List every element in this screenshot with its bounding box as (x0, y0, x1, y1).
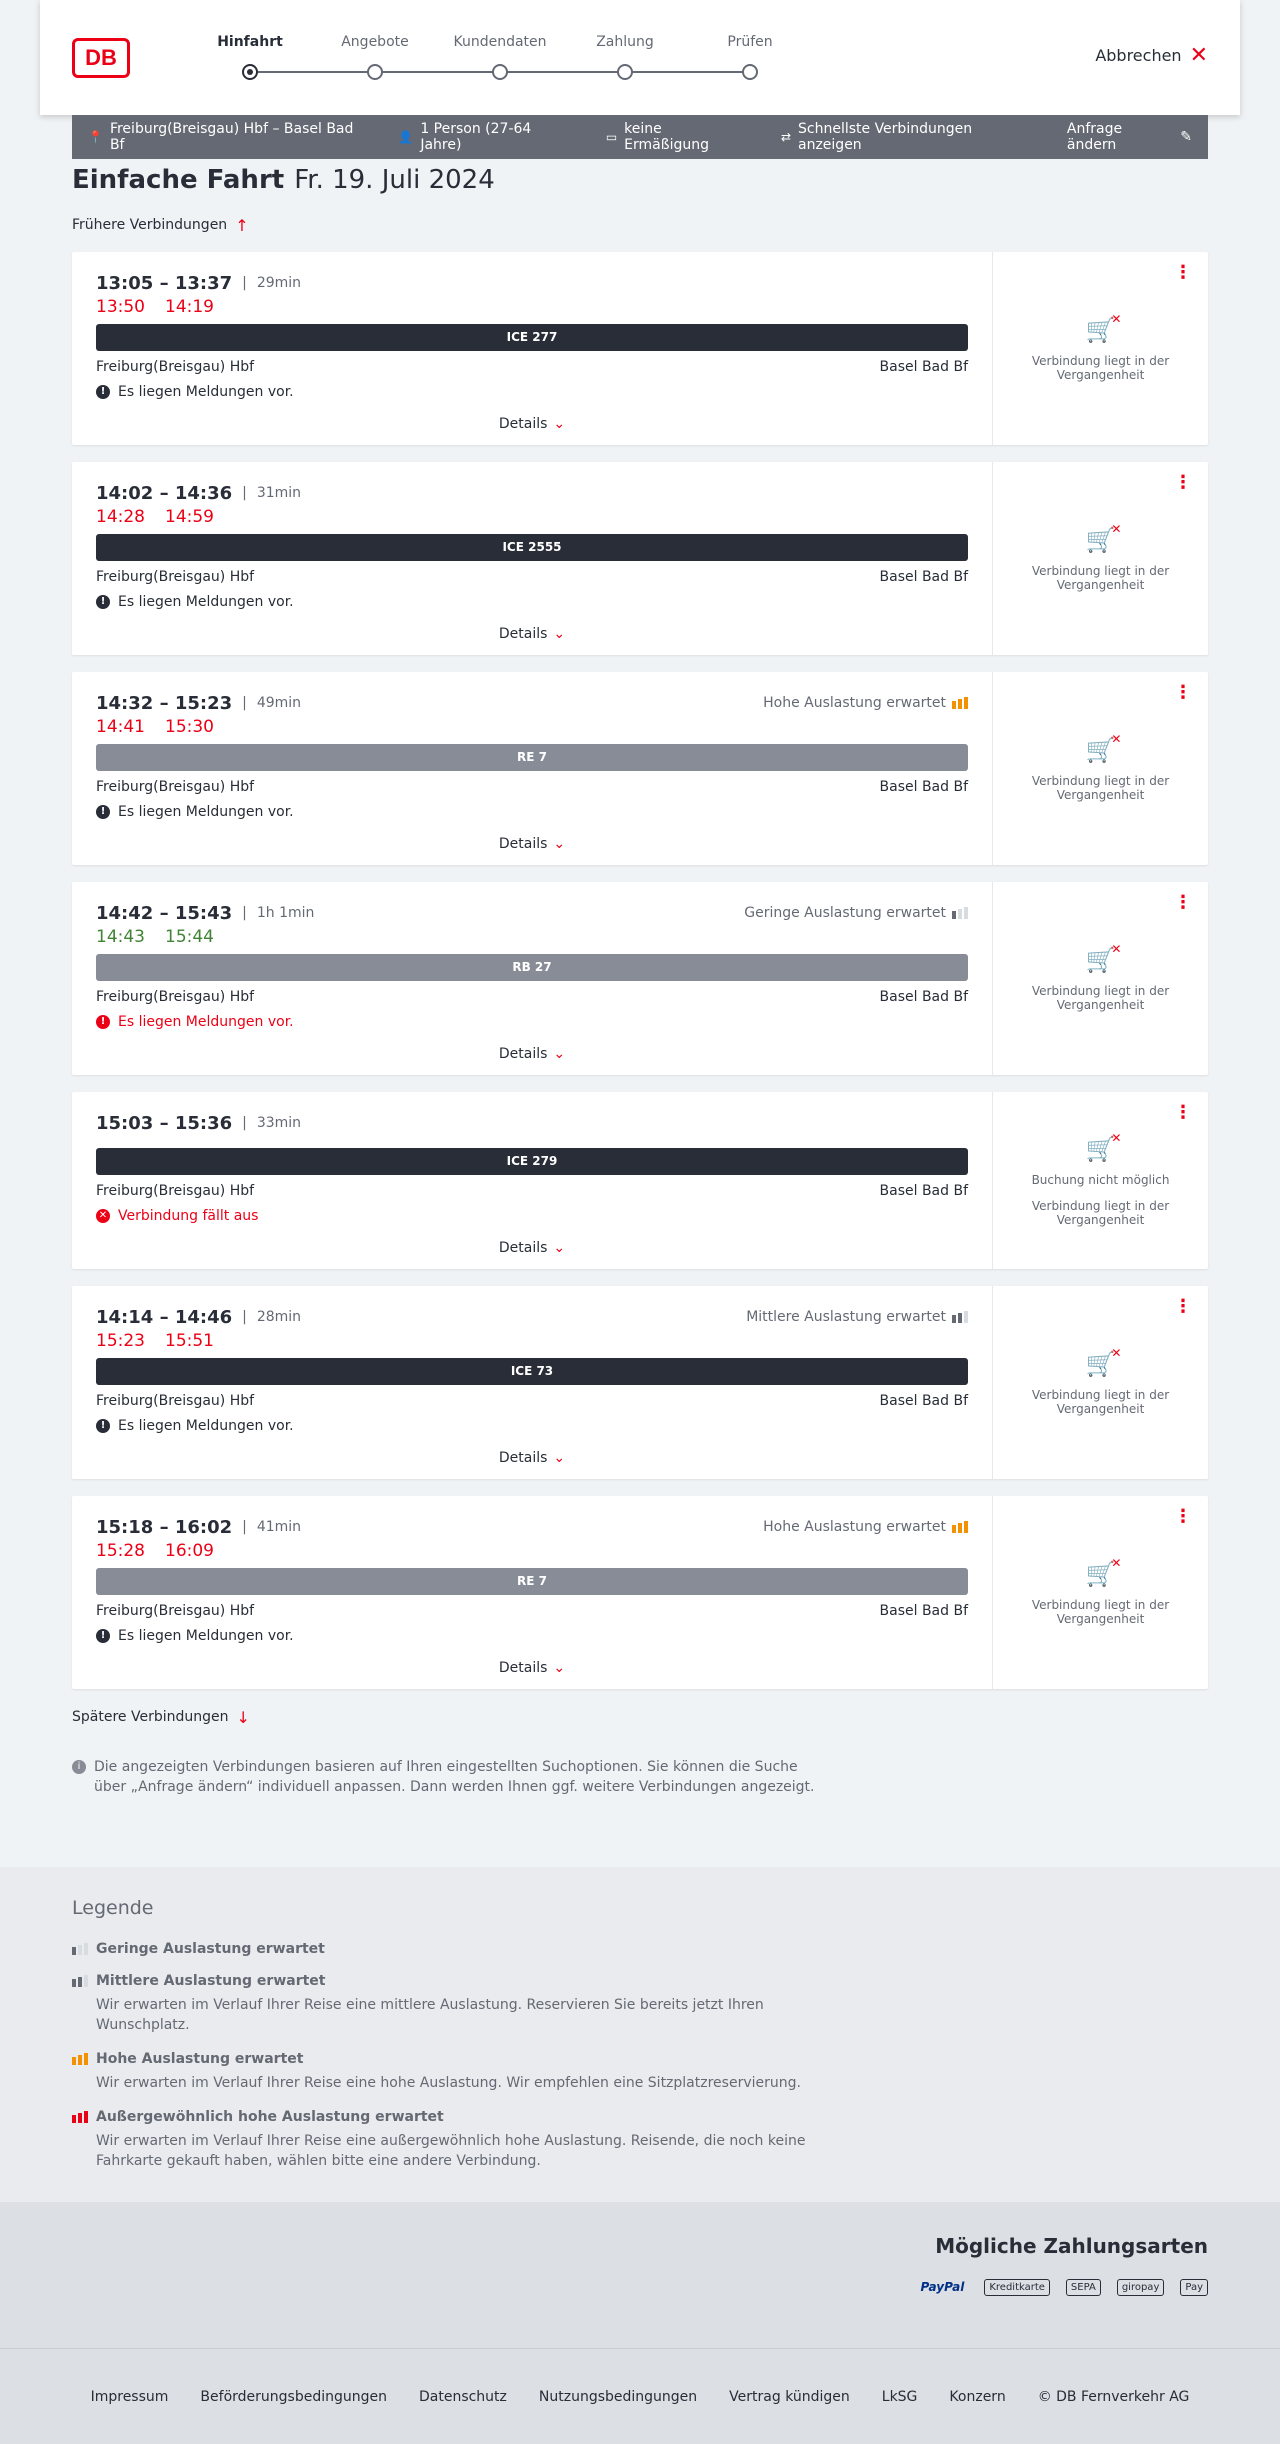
cancel-label: Abbrechen (1095, 46, 1182, 65)
train-bar: RE 7 (96, 744, 968, 771)
alert-circle-icon: ! (96, 805, 110, 819)
pencil-icon: ✎ (1180, 129, 1192, 145)
notice-text: Es liegen Meldungen vor. (118, 1418, 294, 1434)
step-zahlung (565, 34, 685, 80)
destination-station: Basel Bad Bf (879, 1603, 968, 1619)
realtime-times (96, 924, 968, 950)
planned-times: 13:05 – 13:37 (96, 272, 233, 294)
legend (0, 1867, 1280, 2202)
cart-x-icon: ✕ (1111, 1555, 1122, 1570)
arrow-down-icon: ↓ (236, 1707, 250, 1727)
legend-item (72, 2109, 1208, 2171)
chevron-down-icon: ⌄ (553, 836, 566, 852)
cart-icon: 🛒 ✕ (1085, 1555, 1122, 1588)
load-info (746, 1309, 968, 1325)
credit-card-logo: Kreditkarte (984, 2279, 1050, 2296)
cart-x-icon: ✕ (1111, 311, 1122, 326)
planned-times: 14:14 – 14:46 (96, 1306, 233, 1328)
later-label: Spätere Verbindungen (72, 1709, 229, 1725)
notice (96, 1625, 968, 1647)
details-toggle[interactable] (96, 613, 968, 655)
title-date: Fr. 19. Juli 2024 (294, 165, 495, 195)
step-label: Hinfahrt (217, 34, 283, 50)
footer-link-nutzung[interactable]: Nutzungsbedingungen (538, 2388, 698, 2405)
chevron-down-icon: ⌄ (553, 626, 566, 642)
load-indicator-icon (952, 1521, 968, 1533)
booking-panel (993, 672, 1208, 865)
footer (0, 2348, 1280, 2444)
cart-icon: 🛒 ✕ (1085, 1130, 1122, 1163)
duration: 49min (256, 695, 302, 711)
payment-section (0, 2202, 1280, 2348)
duration: 28min (256, 1309, 302, 1325)
legend-item (72, 1973, 1208, 2035)
realtime-times (96, 504, 968, 530)
load-indicator-icon (72, 1943, 88, 1955)
more-options-icon[interactable]: ⋮ (1174, 262, 1192, 283)
alert-circle-icon: ! (96, 1419, 110, 1433)
connection-status: Verbindung liegt in der Vergangenheit (1031, 1597, 1170, 1626)
duration: 1h 1min (256, 905, 315, 921)
giropay-logo: giropay (1117, 2279, 1165, 2296)
notice (96, 1205, 968, 1227)
step-label: Zahlung (596, 34, 654, 50)
origin-station: Freiburg(Breisgau) Hbf (96, 989, 255, 1005)
step-kundendaten (440, 34, 560, 80)
legend-item (72, 1941, 1208, 1957)
origin-station: Freiburg(Breisgau) Hbf (96, 359, 255, 375)
close-icon: ✕ (1189, 42, 1208, 68)
separator: | (242, 1519, 247, 1535)
details-label: Details (498, 1240, 548, 1256)
footer-link-impressum[interactable]: Impressum (90, 2388, 169, 2405)
load-indicator-icon (72, 2111, 88, 2123)
separator: | (242, 1309, 247, 1325)
connection-info (72, 1496, 993, 1689)
duration: 31min (256, 485, 302, 501)
step-dot (367, 64, 383, 80)
notice (96, 381, 968, 403)
db-logo[interactable]: DB (72, 38, 130, 78)
train-bar: ICE 277 (96, 324, 968, 351)
load-indicator-icon (952, 697, 968, 709)
chevron-down-icon: ⌄ (553, 416, 566, 432)
query-persons: 1 Person (27-64 Jahre) (420, 121, 532, 153)
later-connections-button[interactable] (72, 1707, 1208, 1727)
connection-status: Verbindung liegt in der Vergangenheit (1031, 563, 1170, 592)
alert-circle-icon: ! (96, 595, 110, 609)
details-label: Details (498, 836, 548, 852)
destination-station: Basel Bad Bf (879, 1393, 968, 1409)
separator: | (242, 485, 247, 501)
chevron-down-icon: ⌄ (553, 1450, 566, 1466)
load-info (763, 1519, 968, 1535)
swap-arrows-icon: ⇄ (780, 130, 791, 144)
details-label: Details (498, 1046, 548, 1062)
realtime-arrival: 14:19 (165, 297, 214, 317)
chevron-down-icon: ⌄ (553, 1660, 566, 1676)
connection-status: Verbindung liegt in der Vergangenheit (1031, 1198, 1170, 1227)
realtime-departure: 15:23 (96, 1331, 145, 1351)
connection-card[interactable] (72, 672, 1208, 865)
connection-status: Verbindung liegt in der Vergangenheit (1031, 773, 1170, 802)
details-toggle[interactable] (96, 1647, 968, 1689)
realtime-arrival: 15:44 (165, 927, 214, 947)
origin-station: Freiburg(Breisgau) Hbf (96, 569, 255, 585)
realtime-times (96, 294, 968, 320)
notice (96, 591, 968, 613)
legend-item-title: Außergewöhnlich hohe Auslastung erwartet (96, 2109, 444, 2125)
step-label: Kundendaten (453, 34, 547, 50)
notice-text: Es liegen Meldungen vor. (118, 594, 294, 610)
footer-link-datenschutz[interactable]: Datenschutz (418, 2388, 507, 2405)
load-label: Mittlere Auslastung erwartet (746, 1309, 946, 1325)
payment-logos (917, 2278, 1208, 2296)
notice (96, 1415, 968, 1437)
header (40, 0, 1240, 115)
step-dot (742, 64, 758, 80)
origin-station: Freiburg(Breisgau) Hbf (96, 1603, 255, 1619)
train-bar: ICE 73 (96, 1358, 968, 1385)
booking-panel (993, 252, 1208, 445)
alert-circle-icon: ! (96, 1015, 110, 1029)
progress-steps (210, 34, 810, 84)
realtime-arrival: 15:30 (165, 717, 214, 737)
more-options-icon[interactable]: ⋮ (1174, 1102, 1192, 1123)
alert-circle-icon: ! (96, 385, 110, 399)
bahncard-icon: ▭ (605, 130, 618, 144)
legend-items (72, 1941, 1208, 2171)
cart-icon: 🛒 ✕ (1085, 1345, 1122, 1378)
connection-card[interactable] (72, 1092, 1208, 1269)
legend-item-title: Mittlere Auslastung erwartet (96, 1973, 326, 1989)
step-dot (492, 64, 508, 80)
step-hinfahrt (190, 34, 310, 80)
alert-circle-icon: ! (96, 1629, 110, 1643)
planned-times: 14:32 – 15:23 (96, 692, 233, 714)
cancel-circle-icon: ✕ (96, 1209, 110, 1223)
cart-x-icon: ✕ (1111, 521, 1122, 536)
realtime-departure: 14:28 (96, 507, 145, 527)
realtime-departure: 15:28 (96, 1541, 145, 1561)
planned-times: 14:42 – 15:43 (96, 902, 233, 924)
cart-x-icon: ✕ (1111, 941, 1122, 956)
realtime-departure: 14:43 (96, 927, 145, 947)
step-label: Prüfen (727, 34, 773, 50)
destination-station: Basel Bad Bf (879, 1183, 968, 1199)
realtime-arrival: 15:51 (165, 1331, 214, 1351)
load-indicator-icon (72, 2053, 88, 2065)
footer-copyright: © DB Fernverkehr AG (1037, 2388, 1190, 2405)
connection-card[interactable] (72, 252, 1208, 445)
duration: 41min (256, 1519, 302, 1535)
cart-x-icon: ✕ (1111, 731, 1122, 746)
connection-status: Verbindung liegt in der Vergangenheit (1031, 353, 1170, 382)
realtime-times (96, 1328, 968, 1354)
connection-card[interactable] (72, 1286, 1208, 1479)
train-bar: ICE 279 (96, 1148, 968, 1175)
details-toggle[interactable] (96, 403, 968, 445)
origin-station: Freiburg(Breisgau) Hbf (96, 1183, 255, 1199)
notice-text: Es liegen Meldungen vor. (118, 384, 294, 400)
connection-info (72, 672, 993, 865)
load-label: Geringe Auslastung erwartet (744, 905, 946, 921)
realtime-departure: 13:50 (96, 297, 145, 317)
connection-list (72, 252, 1208, 1689)
legend-item-title: Hohe Auslastung erwartet (96, 2051, 304, 2067)
details-label: Details (498, 1660, 548, 1676)
notice (96, 1011, 968, 1033)
apple-pay-logo: Pay (1180, 2279, 1208, 2296)
notice-text: Es liegen Meldungen vor. (118, 1628, 294, 1644)
query-discount: keine Ermäßigung (624, 121, 709, 153)
booking-status: Buchung nicht möglich (1031, 1172, 1170, 1187)
destination-station: Basel Bad Bf (879, 989, 968, 1005)
info-note (72, 1757, 832, 1797)
step-label: Angebote (341, 34, 409, 50)
earlier-label: Frühere Verbindungen (72, 217, 228, 233)
chevron-down-icon: ⌄ (553, 1046, 566, 1062)
legend-item (72, 2051, 1208, 2093)
train-bar: RB 27 (96, 954, 968, 981)
payment-title: Mögliche Zahlungsarten (935, 2234, 1208, 2258)
notice (96, 801, 968, 823)
step-pruefen (690, 34, 810, 80)
legend-item-title: Geringe Auslastung erwartet (96, 1941, 325, 1957)
duration: 29min (256, 275, 302, 291)
more-options-icon[interactable]: ⋮ (1174, 1296, 1192, 1317)
realtime-departure: 14:41 (96, 717, 145, 737)
separator: | (242, 275, 247, 291)
change-request-label: Anfrage ändern (1066, 121, 1123, 153)
paypal-logo: PayPal (920, 2280, 965, 2294)
legend-item-desc: Wir erwarten im Verlauf Ihrer Reise eine mittlere Auslastung. Reservieren Sie bereits jetzt Ihren Wunschplatz. (96, 1997, 764, 2033)
origin-station: Freiburg(Breisgau) Hbf (96, 1393, 255, 1409)
details-toggle[interactable] (96, 1033, 968, 1075)
booking-panel (993, 1496, 1208, 1689)
notice-text: Verbindung fällt aus (118, 1208, 259, 1224)
connection-card[interactable] (72, 462, 1208, 655)
notice-text: Es liegen Meldungen vor. (118, 804, 294, 820)
details-toggle[interactable] (96, 823, 968, 865)
details-label: Details (498, 416, 548, 432)
details-toggle[interactable] (96, 1227, 968, 1269)
connection-info (72, 462, 993, 655)
footer-link-kuendigen[interactable]: Vertrag kündigen (729, 2388, 850, 2405)
load-info (763, 695, 968, 711)
more-options-icon[interactable]: ⋮ (1174, 682, 1192, 703)
info-text: Die angezeigten Verbindungen basieren auf Ihren eingestellten Suchoptionen. Sie können die Suche über „Anfrage ändern“ individuell anpassen. Dann werden Ihnen ggf. weitere Verbindungen angezeigt. (94, 1759, 815, 1795)
realtime-arrival: 14:59 (165, 507, 214, 527)
load-indicator-icon (952, 907, 968, 919)
booking-panel (993, 462, 1208, 655)
cart-icon: 🛒 ✕ (1085, 311, 1122, 344)
page-title (72, 165, 1208, 205)
origin-station: Freiburg(Breisgau) Hbf (96, 779, 255, 795)
load-info (744, 905, 968, 921)
more-options-icon[interactable]: ⋮ (1174, 472, 1192, 493)
realtime-times (96, 1538, 968, 1564)
cart-icon: 🛒 ✕ (1085, 941, 1122, 974)
footer-link-befoerderung[interactable]: Beförderungsbedingungen (200, 2388, 387, 2405)
connection-status: Verbindung liegt in der Vergangenheit (1031, 1387, 1170, 1416)
chevron-down-icon: ⌄ (553, 1240, 566, 1256)
details-toggle[interactable] (96, 1437, 968, 1479)
details-label: Details (498, 1450, 548, 1466)
step-angebote (315, 34, 435, 80)
separator: | (242, 695, 247, 711)
connection-status: Verbindung liegt in der Vergangenheit (1031, 983, 1170, 1012)
planned-times: 15:18 – 16:02 (96, 1516, 233, 1538)
step-dot (617, 64, 633, 80)
details-label: Details (498, 626, 548, 642)
info-icon: i (72, 1760, 86, 1774)
separator: | (242, 1115, 247, 1131)
connection-info (72, 1092, 993, 1269)
planned-times: 15:03 – 15:36 (96, 1112, 233, 1134)
cart-x-icon: ✕ (1111, 1345, 1122, 1360)
connection-card[interactable] (72, 882, 1208, 1075)
location-pin-icon: 📍 (88, 130, 103, 144)
footer-link-konzern[interactable]: Konzern (949, 2388, 1006, 2405)
legend-item-desc: Wir erwarten im Verlauf Ihrer Reise eine hohe Auslastung. Wir empfehlen eine Sitzplatzreservierung. (96, 2075, 801, 2091)
train-bar: RE 7 (96, 1568, 968, 1595)
cancel-button[interactable] (1095, 42, 1208, 68)
connection-info (72, 252, 993, 445)
realtime-arrival: 16:09 (165, 1541, 214, 1561)
duration: 33min (256, 1115, 302, 1131)
booking-panel (993, 1286, 1208, 1479)
sepa-logo: SEPA (1066, 2279, 1101, 2296)
title-main: Einfache Fahrt (72, 165, 285, 195)
load-label: Hohe Auslastung erwartet (763, 695, 946, 711)
planned-times: 14:02 – 14:36 (96, 482, 233, 504)
legend-item-desc: Wir erwarten im Verlauf Ihrer Reise eine außergewöhnlich hohe Auslastung. Reisende, die noch keine Fahrkarte gekauft haben, wählen bitte eine andere Verbindung. (96, 2133, 806, 2169)
notice-text: Es liegen Meldungen vor. (118, 1014, 294, 1030)
realtime-times (96, 714, 968, 740)
load-indicator-icon (952, 1311, 968, 1323)
booking-panel (993, 1092, 1208, 1269)
cart-icon: 🛒 ✕ (1085, 521, 1122, 554)
results-main (72, 115, 1208, 1797)
arrow-up-icon: ↑ (235, 215, 249, 235)
footer-link-lksg[interactable]: LkSG (881, 2388, 918, 2405)
load-label: Hohe Auslastung erwartet (763, 1519, 946, 1535)
query-fastest: Schnellste Verbindungen anzeigen (798, 121, 973, 153)
more-options-icon[interactable]: ⋮ (1174, 1506, 1192, 1527)
connection-info (72, 882, 993, 1075)
person-icon: 👤 (398, 130, 414, 144)
legend-title: Legende (72, 1897, 154, 1919)
destination-station: Basel Bad Bf (879, 359, 968, 375)
connection-info (72, 1286, 993, 1479)
destination-station: Basel Bad Bf (879, 569, 968, 585)
load-indicator-icon (72, 1975, 88, 1987)
cart-x-icon: ✕ (1111, 1130, 1122, 1145)
train-bar: ICE 2555 (96, 534, 968, 561)
query-route: Freiburg(Breisgau) Hbf – Basel Bad Bf (109, 121, 354, 153)
destination-station: Basel Bad Bf (879, 779, 968, 795)
earlier-connections-button[interactable] (72, 215, 1208, 235)
step-dot (242, 64, 258, 80)
more-options-icon[interactable]: ⋮ (1174, 892, 1192, 913)
booking-panel (993, 882, 1208, 1075)
cart-icon: 🛒 ✕ (1085, 731, 1122, 764)
separator: | (242, 905, 247, 921)
connection-card[interactable] (72, 1496, 1208, 1689)
